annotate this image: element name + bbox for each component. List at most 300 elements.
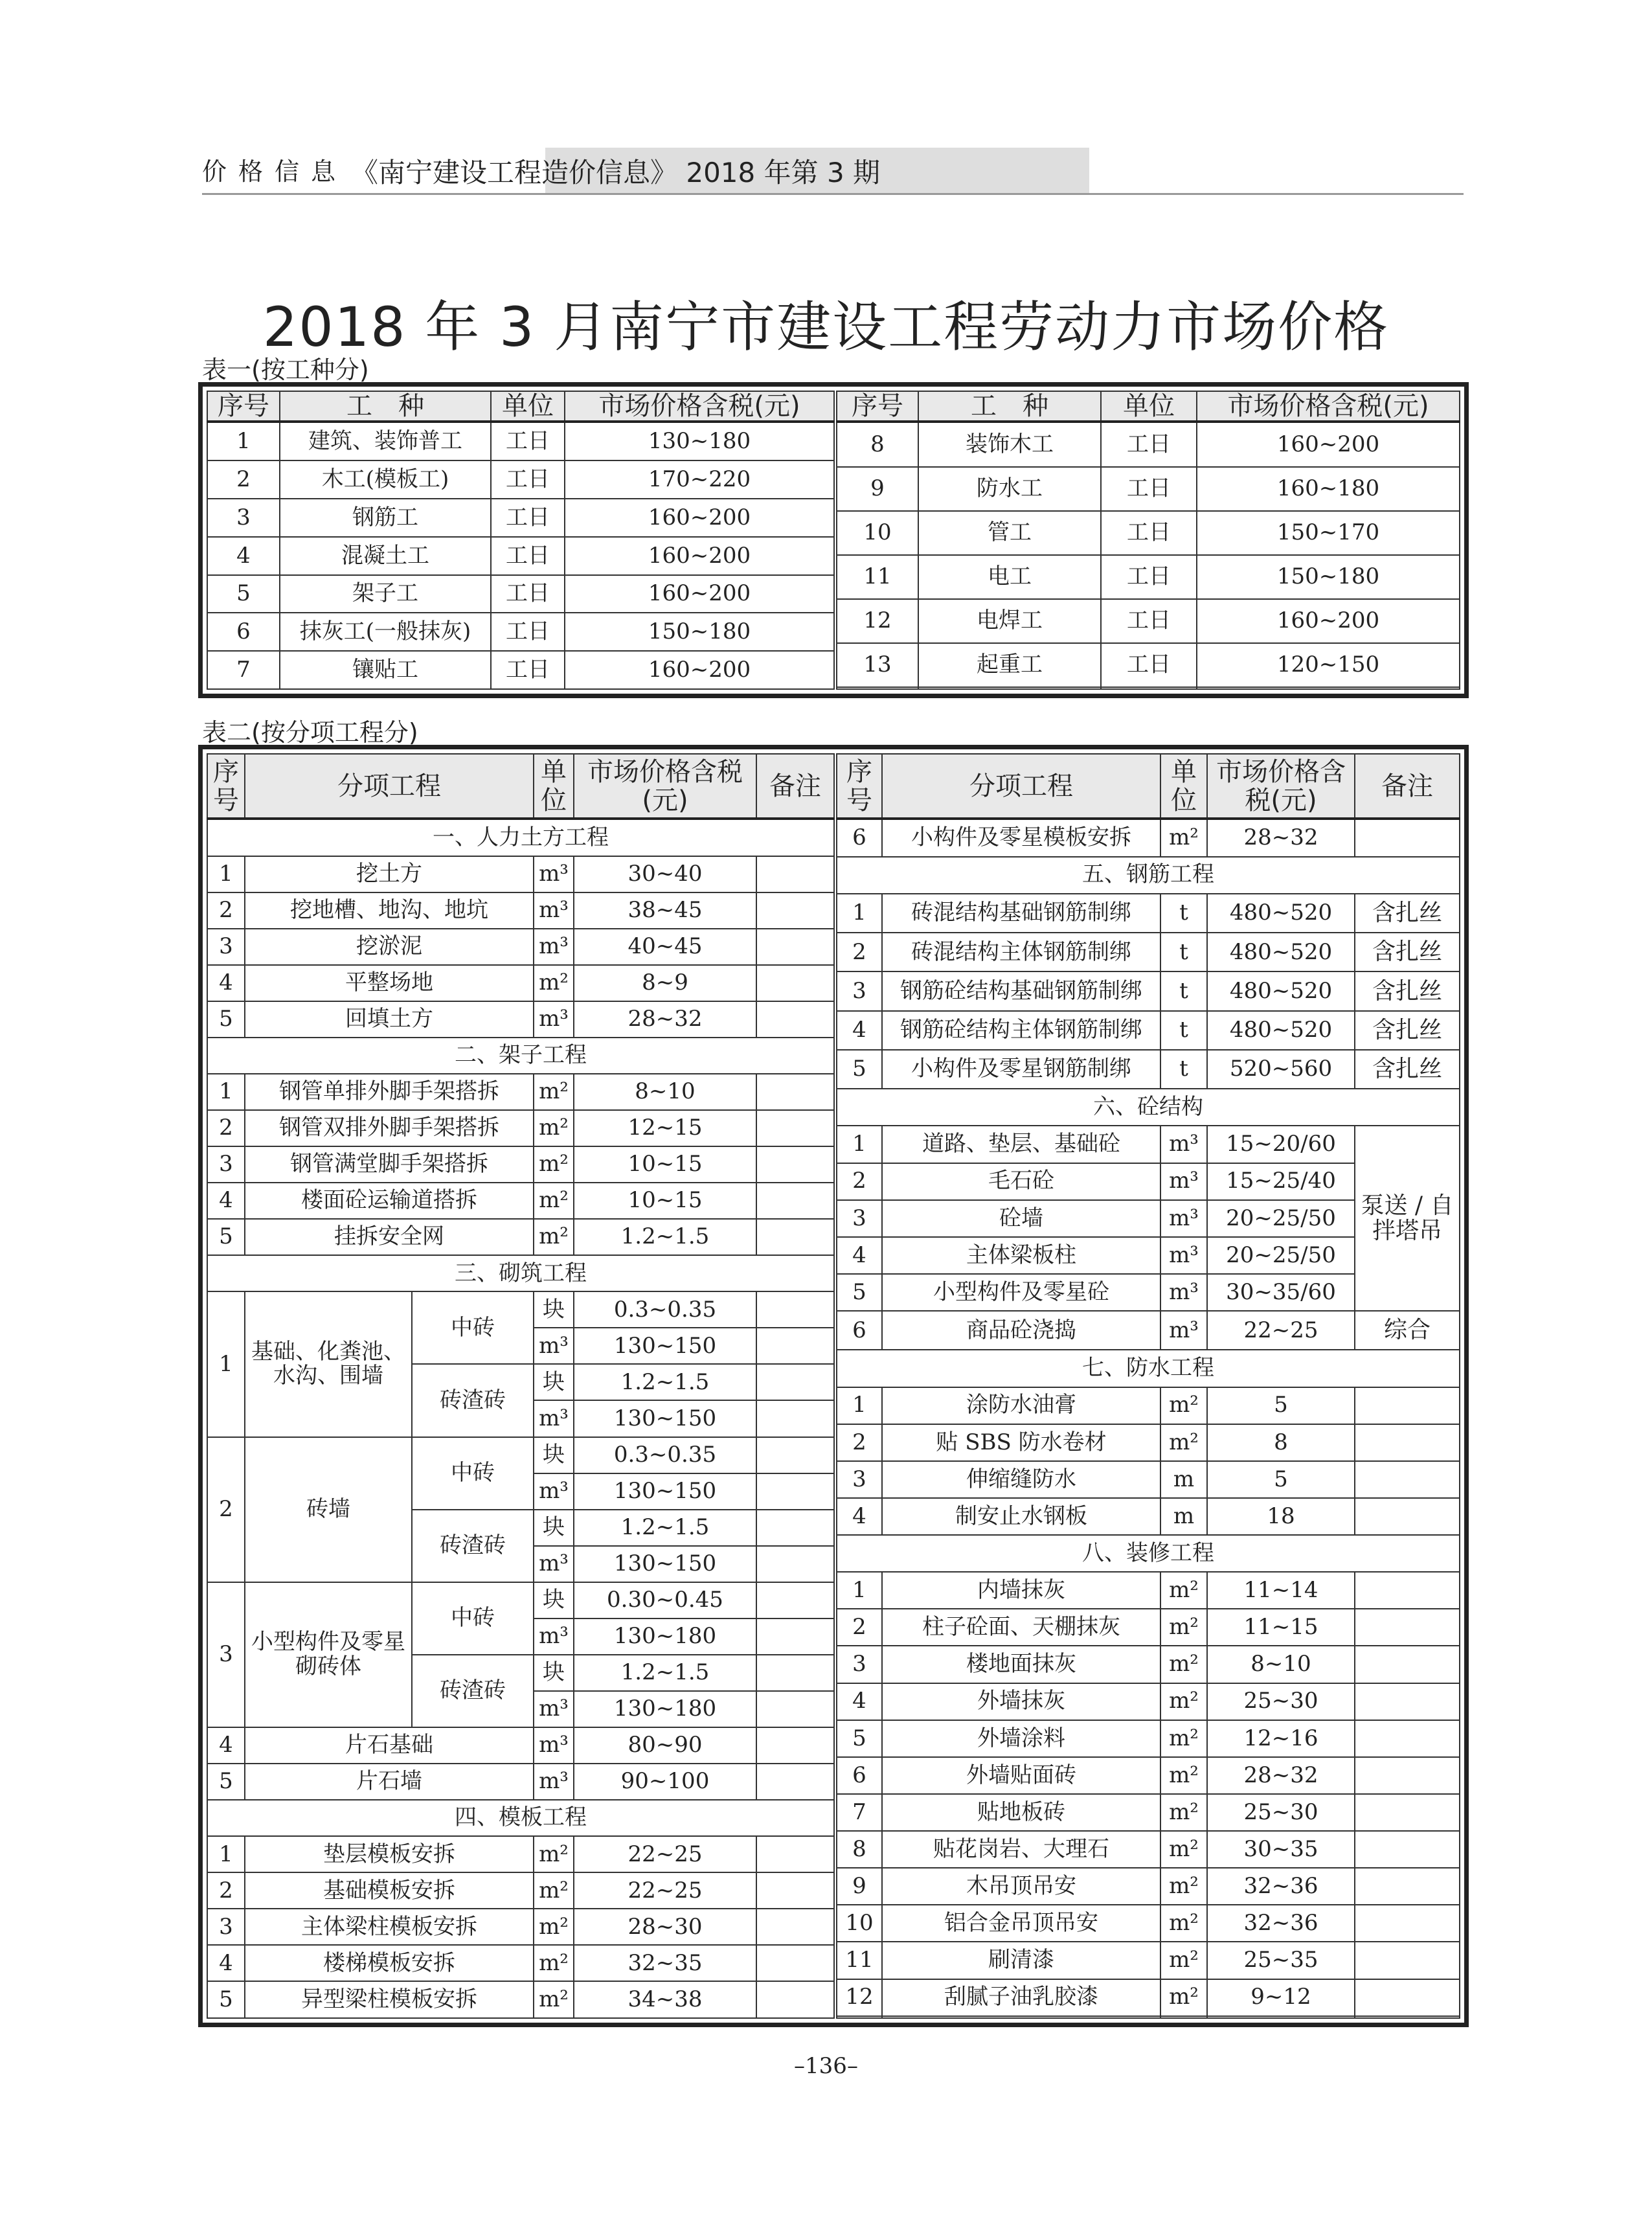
table-row xyxy=(837,1868,1460,1905)
table-cell: 块 xyxy=(534,1655,574,1691)
table-cell: 150~180 xyxy=(1197,555,1460,599)
table-cell xyxy=(756,1328,834,1364)
table-cell: 4 xyxy=(207,965,245,1001)
table-cell: 13 xyxy=(837,643,918,687)
table-cell: m² xyxy=(534,1110,574,1146)
table-cell xyxy=(1355,1979,1460,2016)
table-cell: 商品砼浇捣 xyxy=(882,1311,1160,1350)
table-cell: 9 xyxy=(837,1868,882,1905)
table-cell xyxy=(756,892,834,929)
table-cell: 1.2~1.5 xyxy=(574,1219,756,1255)
material-name: 砖渣砖 xyxy=(412,1510,534,1582)
table-cell: 5 xyxy=(207,1219,245,1255)
table-cell: 28~32 xyxy=(1207,1757,1355,1794)
group-name: 小型构件及零星砌砖体 xyxy=(245,1582,412,1727)
table-cell: 2 xyxy=(837,1609,882,1646)
table-cell: 5 xyxy=(207,1764,245,1800)
table-cell: t xyxy=(1160,971,1207,1010)
table-cell xyxy=(756,1437,834,1473)
table-cell xyxy=(1355,1757,1460,1794)
header-cell: 市场价格含税(元) xyxy=(1207,754,1355,819)
table-cell: 刮腻子油乳胶漆 xyxy=(882,1979,1160,2016)
table-cell xyxy=(756,929,834,965)
section-title: 六、砼结构 xyxy=(837,1089,1460,1126)
header-cell: 单位 xyxy=(1101,391,1197,422)
table-cell: 4 xyxy=(207,1183,245,1219)
table1-right-half xyxy=(836,391,1460,690)
table-cell xyxy=(1355,1498,1460,1535)
table-cell xyxy=(756,856,834,892)
table-row xyxy=(837,971,1460,1010)
table-cell: t xyxy=(1160,894,1207,933)
table-cell: m² xyxy=(534,1074,574,1110)
table-cell: 楼面砼运输道搭拆 xyxy=(245,1183,534,1219)
table-cell: 32~36 xyxy=(1207,1868,1355,1905)
table-cell xyxy=(1355,819,1460,857)
table-cell: 130~180 xyxy=(574,1691,756,1727)
table1-left-header-row xyxy=(207,391,834,422)
table2-left-header-row xyxy=(207,754,834,819)
table-cell: 20~25/50 xyxy=(1207,1237,1355,1274)
table-cell: 块 xyxy=(534,1364,574,1400)
section-row xyxy=(207,1255,834,1291)
table-cell: 5 xyxy=(1207,1461,1355,1498)
table-row xyxy=(837,1794,1460,1831)
table-cell xyxy=(1160,2016,1207,2018)
table-cell: 基础模板安拆 xyxy=(245,1872,534,1909)
table2-right-header-row xyxy=(837,754,1460,819)
header-cell: 工 种 xyxy=(280,391,491,422)
table-cell: 工日 xyxy=(491,651,565,689)
table-cell: 小构件及零星模板安拆 xyxy=(882,819,1160,857)
table-cell: 8~9 xyxy=(574,965,756,1001)
table-row xyxy=(837,1461,1460,1498)
table-cell: m² xyxy=(1160,1868,1207,1905)
table-cell: 130~150 xyxy=(574,1328,756,1364)
table-cell: m² xyxy=(1160,1831,1207,1868)
table-row xyxy=(207,965,834,1001)
header-cell: 市场价格含税(元) xyxy=(1197,391,1460,422)
table-cell: 0.3~0.35 xyxy=(574,1437,756,1473)
table-cell xyxy=(756,1146,834,1183)
header-cell: 序号 xyxy=(207,391,280,422)
table-cell xyxy=(756,1727,834,1764)
table-cell: 0.3~0.35 xyxy=(574,1291,756,1328)
table-cell: 管工 xyxy=(918,511,1101,555)
header-rule xyxy=(202,193,1464,195)
table-cell: 工日 xyxy=(491,460,565,499)
material-name: 砖渣砖 xyxy=(412,1364,534,1437)
table-cell xyxy=(756,1074,834,1110)
table-cell: 40~45 xyxy=(574,929,756,965)
table-cell xyxy=(756,1836,834,1872)
table-cell: m³ xyxy=(1160,1311,1207,1350)
table-cell: 砼墙 xyxy=(882,1200,1160,1237)
table2-right xyxy=(836,753,1460,2019)
table-cell: 22~25 xyxy=(574,1836,756,1872)
table-cell: m² xyxy=(534,1219,574,1255)
table-cell: 5 xyxy=(837,1274,882,1311)
section-row xyxy=(207,819,834,856)
table-cell xyxy=(756,1981,834,2018)
table-cell: 4 xyxy=(207,537,280,575)
table1-right-header-row xyxy=(837,391,1460,422)
table-cell: 混凝土工 xyxy=(280,537,491,575)
table-cell: m xyxy=(1160,1498,1207,1535)
table-cell: m² xyxy=(1160,1572,1207,1609)
table-row xyxy=(207,1945,834,1981)
table-cell: 含扎丝 xyxy=(1355,1050,1460,1089)
table-cell: m² xyxy=(534,1945,574,1981)
table-cell: 160~200 xyxy=(565,575,834,613)
table-cell: 钢筋工 xyxy=(280,499,491,537)
table-cell: 6 xyxy=(837,819,882,857)
table-cell xyxy=(756,1110,834,1146)
table-cell: 520~560 xyxy=(1207,1050,1355,1089)
table-cell: m³ xyxy=(1160,1237,1207,1274)
table-cell xyxy=(1355,1683,1460,1720)
table-cell: 1 xyxy=(837,894,882,933)
table-cell: 4 xyxy=(837,1498,882,1535)
table-cell: 3 xyxy=(837,1200,882,1237)
table-cell: 12 xyxy=(837,1979,882,2016)
table1-caption: 表一(按工种分) xyxy=(202,356,369,384)
table-cell: 装饰木工 xyxy=(918,422,1101,467)
table-cell: 130~180 xyxy=(574,1618,756,1655)
table-cell: 钢管满堂脚手架搭拆 xyxy=(245,1146,534,1183)
table-cell xyxy=(756,1909,834,1945)
table-row xyxy=(837,1905,1460,1942)
table-cell xyxy=(756,1618,834,1655)
table-cell: 贴地板砖 xyxy=(882,1794,1160,1831)
header-cell: 市场价格含税(元) xyxy=(574,754,756,819)
table-cell xyxy=(1355,1609,1460,1646)
table-cell: m³ xyxy=(1160,1163,1207,1200)
table-cell: 3 xyxy=(207,1146,245,1183)
section-row xyxy=(207,1038,834,1074)
table-cell xyxy=(756,965,834,1001)
table-row xyxy=(837,422,1460,467)
header-cell: 序号 xyxy=(837,391,918,422)
section-row xyxy=(207,1800,834,1836)
table-cell: 小构件及零星钢筋制绑 xyxy=(882,1050,1160,1089)
header-cell: 序号 xyxy=(207,754,245,819)
section-title: 七、防水工程 xyxy=(837,1350,1460,1387)
table-cell: m² xyxy=(534,1146,574,1183)
table-cell: m² xyxy=(534,1981,574,2018)
table-row xyxy=(207,1110,834,1146)
table-cell: m² xyxy=(534,1183,574,1219)
table-cell: 楼地面抹灰 xyxy=(882,1646,1160,1683)
table-row xyxy=(837,1311,1460,1350)
table-cell xyxy=(756,1183,834,1219)
table-cell: 9 xyxy=(837,467,918,511)
table-cell: t xyxy=(1160,1050,1207,1089)
header-cell: 工 种 xyxy=(918,391,1101,422)
table-cell xyxy=(1355,1720,1460,1757)
table-cell xyxy=(756,1364,834,1400)
table-cell: 工日 xyxy=(1101,555,1197,599)
table-cell: 含扎丝 xyxy=(1355,971,1460,1010)
table-cell: 160~200 xyxy=(1197,422,1460,467)
table-cell: 砖混结构基础钢筋制绑 xyxy=(882,894,1160,933)
table-cell: 工日 xyxy=(1101,599,1197,643)
table-cell xyxy=(882,2016,1160,2018)
table1-left-body xyxy=(207,422,834,689)
table-row xyxy=(837,1831,1460,1868)
table-cell: 挖地槽、地沟、地坑 xyxy=(245,892,534,929)
table-cell: 22~25 xyxy=(574,1872,756,1909)
table-cell: 20~25/50 xyxy=(1207,1200,1355,1237)
table-cell: 内墙抹灰 xyxy=(882,1572,1160,1609)
table-cell: 12~15 xyxy=(574,1110,756,1146)
table2-left xyxy=(207,753,835,2019)
table-cell: t xyxy=(1160,1011,1207,1050)
table-cell: 1 xyxy=(837,1387,882,1424)
table-cell: m² xyxy=(534,1872,574,1909)
table-cell xyxy=(837,687,918,689)
table-row xyxy=(837,643,1460,687)
table-cell: 11~15 xyxy=(1207,1609,1355,1646)
table-cell: m² xyxy=(1160,1609,1207,1646)
merged-remark: 泵送 / 自拌塔吊 xyxy=(1355,1126,1460,1311)
table-cell xyxy=(1355,1794,1460,1831)
table-cell: m² xyxy=(1160,1424,1207,1461)
table-cell: 6 xyxy=(207,613,280,651)
table-cell: 170~220 xyxy=(565,460,834,499)
table-cell: 8~10 xyxy=(574,1074,756,1110)
table1-right xyxy=(836,391,1460,690)
table-cell: 160~200 xyxy=(565,499,834,537)
section-title: 二、架子工程 xyxy=(207,1038,834,1074)
table-row xyxy=(837,1572,1460,1609)
table-cell: 5 xyxy=(837,1720,882,1757)
table-row xyxy=(207,499,834,537)
table-row xyxy=(207,422,834,460)
table-row xyxy=(837,819,1460,857)
table-row xyxy=(207,575,834,613)
table-cell: 2 xyxy=(207,892,245,929)
table-cell: 涂防水油膏 xyxy=(882,1387,1160,1424)
table1-frame xyxy=(198,382,1469,698)
table-cell: 4 xyxy=(837,1237,882,1274)
table-cell: 外墙贴面砖 xyxy=(882,1757,1160,1794)
table-cell: 工日 xyxy=(491,613,565,651)
table-row xyxy=(207,651,834,689)
table-row xyxy=(837,467,1460,511)
table-cell: 480~520 xyxy=(1207,894,1355,933)
table-cell: 工日 xyxy=(491,499,565,537)
table-cell: m³ xyxy=(1160,1274,1207,1311)
table-row xyxy=(207,460,834,499)
section-row xyxy=(837,857,1460,894)
table-cell: 2 xyxy=(207,460,280,499)
table-cell: 130~150 xyxy=(574,1400,756,1437)
table-cell: 工日 xyxy=(1101,467,1197,511)
header-cell: 分项工程 xyxy=(245,754,534,819)
table-cell: 2 xyxy=(837,1424,882,1461)
table-cell: 垫层模板安拆 xyxy=(245,1836,534,1872)
table-row xyxy=(837,1942,1460,1979)
table-cell: 160~200 xyxy=(565,651,834,689)
table-cell: m³ xyxy=(534,1001,574,1038)
table-cell xyxy=(1355,1646,1460,1683)
table-cell: 5 xyxy=(207,1981,245,2018)
table-cell: m² xyxy=(1160,1757,1207,1794)
table-cell: 1.2~1.5 xyxy=(574,1655,756,1691)
table-cell xyxy=(756,1945,834,1981)
table-cell: 25~30 xyxy=(1207,1683,1355,1720)
table-cell: m³ xyxy=(534,929,574,965)
table-row xyxy=(837,687,1460,689)
table-cell: 回填土方 xyxy=(245,1001,534,1038)
table-cell: 120~150 xyxy=(1197,643,1460,687)
table-cell: 钢管双排外脚手架搭拆 xyxy=(245,1110,534,1146)
table-cell: 3 xyxy=(207,929,245,965)
table-cell: 4 xyxy=(207,1727,245,1764)
table-cell: 7 xyxy=(207,651,280,689)
table-cell: 3 xyxy=(207,1909,245,1945)
header-cell: 序号 xyxy=(837,754,882,819)
table-row xyxy=(837,894,1460,933)
table-cell: 片石墙 xyxy=(245,1764,534,1800)
table-cell: 1 xyxy=(207,1836,245,1872)
table-cell: 2 xyxy=(837,933,882,971)
table-cell: 15~20/60 xyxy=(1207,1126,1355,1163)
table-cell: m³ xyxy=(534,1473,574,1510)
table-cell: 9~12 xyxy=(1207,1979,1355,2016)
material-name: 中砖 xyxy=(412,1437,534,1510)
table-row xyxy=(207,1582,834,1618)
table-cell: m² xyxy=(1160,1979,1207,2016)
table-cell: 130~150 xyxy=(574,1473,756,1510)
table-cell: m² xyxy=(1160,1646,1207,1683)
table-cell: 钢管单排外脚手架搭拆 xyxy=(245,1074,534,1110)
table-cell: 综合 xyxy=(1355,1311,1460,1350)
table-row xyxy=(837,511,1460,555)
table-row xyxy=(207,1183,834,1219)
table-cell: 2 xyxy=(207,1437,245,1582)
table-cell xyxy=(1355,1424,1460,1461)
table-cell: 块 xyxy=(534,1291,574,1328)
table-cell: 钢筋砼结构主体钢筋制绑 xyxy=(882,1011,1160,1050)
table2-frame xyxy=(198,745,1469,2027)
table-cell: 34~38 xyxy=(574,1981,756,2018)
table-cell xyxy=(756,1219,834,1255)
table-cell: 块 xyxy=(534,1437,574,1473)
table-cell: m xyxy=(1160,1461,1207,1498)
table-cell: m² xyxy=(1160,1387,1207,1424)
table-cell: 22~25 xyxy=(1207,1311,1355,1350)
table-cell xyxy=(1355,1868,1460,1905)
table-row xyxy=(207,1981,834,2018)
table-cell: 贴花岗岩、大理石 xyxy=(882,1831,1160,1868)
table-cell: 挂拆安全网 xyxy=(245,1219,534,1255)
table-cell: 0.30~0.45 xyxy=(574,1582,756,1618)
table-row xyxy=(207,1872,834,1909)
table-cell: 工日 xyxy=(1101,422,1197,467)
table-cell: 异型梁柱模板安拆 xyxy=(245,1981,534,2018)
table-cell: 25~30 xyxy=(1207,1794,1355,1831)
header-cell: 备注 xyxy=(756,754,834,819)
table-cell: 3 xyxy=(837,1461,882,1498)
table2-left-body xyxy=(207,819,834,2018)
table-cell: 90~100 xyxy=(574,1764,756,1800)
table-row xyxy=(837,1498,1460,1535)
table-row xyxy=(207,892,834,929)
table-row xyxy=(207,929,834,965)
table-cell: 480~520 xyxy=(1207,971,1355,1010)
table-cell: 电焊工 xyxy=(918,599,1101,643)
table-cell xyxy=(756,1510,834,1546)
table-cell: 25~35 xyxy=(1207,1942,1355,1979)
section-row xyxy=(837,1350,1460,1387)
table-row xyxy=(837,2016,1460,2018)
table-cell: 2 xyxy=(207,1110,245,1146)
table-row xyxy=(837,1050,1460,1089)
table-cell: 含扎丝 xyxy=(1355,894,1460,933)
table-cell: 4 xyxy=(837,1683,882,1720)
table-cell xyxy=(1101,687,1197,689)
table-cell: 3 xyxy=(207,1582,245,1727)
table-row xyxy=(837,933,1460,971)
table-cell: 28~32 xyxy=(574,1001,756,1038)
table-cell: 11 xyxy=(837,1942,882,1979)
table-cell xyxy=(1207,2016,1355,2018)
table-cell: 刷清漆 xyxy=(882,1942,1160,1979)
table-cell: 8 xyxy=(837,422,918,467)
table-row xyxy=(207,1001,834,1038)
table-cell: 架子工 xyxy=(280,575,491,613)
table-cell: 8 xyxy=(1207,1424,1355,1461)
table-cell: m³ xyxy=(534,1764,574,1800)
table-cell: 木工(模板工) xyxy=(280,460,491,499)
table-cell: 镶贴工 xyxy=(280,651,491,689)
table-cell: 毛石砼 xyxy=(882,1163,1160,1200)
material-name: 中砖 xyxy=(412,1291,534,1364)
table-cell: 150~170 xyxy=(1197,511,1460,555)
table-cell: 平整场地 xyxy=(245,965,534,1001)
table-cell: 小型构件及零星砼 xyxy=(882,1274,1160,1311)
table-cell xyxy=(756,1655,834,1691)
table-cell: m³ xyxy=(534,1618,574,1655)
table-cell: m² xyxy=(1160,1683,1207,1720)
table-cell: 贴 SBS 防水卷材 xyxy=(882,1424,1160,1461)
table-cell: m³ xyxy=(534,1727,574,1764)
table-cell xyxy=(756,1546,834,1582)
table-cell: 480~520 xyxy=(1207,933,1355,971)
table-cell xyxy=(918,687,1101,689)
page-number: –136– xyxy=(794,2053,858,2079)
table-cell: 28~32 xyxy=(1207,819,1355,857)
table-cell: 480~520 xyxy=(1207,1011,1355,1050)
table-row xyxy=(837,1126,1460,1163)
running-header xyxy=(202,148,1303,194)
table-cell: 含扎丝 xyxy=(1355,1011,1460,1050)
section-title: 三、砌筑工程 xyxy=(207,1255,834,1291)
table-cell: 建筑、装饰普工 xyxy=(280,422,491,460)
table-cell: 12~16 xyxy=(1207,1720,1355,1757)
table-cell: m³ xyxy=(534,1328,574,1364)
table-cell xyxy=(1355,1831,1460,1868)
table-cell: 32~36 xyxy=(1207,1905,1355,1942)
table-cell: m² xyxy=(534,1909,574,1945)
table-cell: m³ xyxy=(534,1546,574,1582)
table1-left xyxy=(207,391,835,690)
table-cell: 1 xyxy=(207,1074,245,1110)
table-cell: 楼梯模板安拆 xyxy=(245,1945,534,1981)
table-cell: 30~35 xyxy=(1207,1831,1355,1868)
